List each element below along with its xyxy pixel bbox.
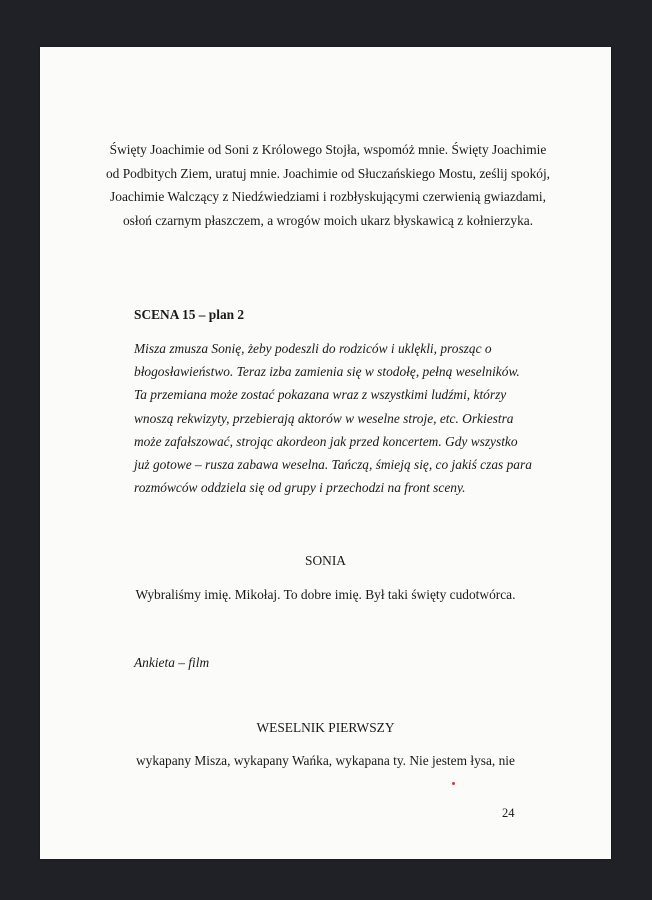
character-name-weselnik: WESELNIK PIERWSZY: [256, 720, 395, 735]
document-page: [40, 47, 611, 859]
page-number: 24: [502, 806, 515, 820]
prayer-paragraph: Święty Joachimie od Soni z Królowego Stojła, wspomóż mnie. Święty Joachimie od Podbitych Ziem, uratuj mnie. Joachimie od Słuczańskiego Mostu, ześlij spokój, Joachimie Walczący z Niedźwiedziami i rozbłyskującymi czerwienią gwiazdami, osłoń czarnym płaszczem, a wrogów moich ukarz błyskawicą z kołnierzyka.: [105, 142, 551, 228]
character-name-sonia: SONIA: [305, 553, 346, 568]
stage-direction: Misza zmusza Sonię, żeby podeszli do rodziców i uklękli, prosząc o błogosławieństwo. Teraz izba zamienia się w stodołę, pełną weselników. Ta przemiana może zostać pokazana wraz z wszystkimi ludźmi, którzy wnoszą rekwizyty, przebierają aktorów w weselne stroje, etc. Orkiestra może zafałszować, strojąc akordeon jak przed koncertem. Gdy wszystko już gotowe – rusza zabawa weselna. Tańczą, śmieją się, co jakiś czas para rozmówców oddziela się od grupy i przechodzi na front sceny.: [134, 341, 532, 496]
ink-dot: [452, 782, 455, 785]
dialogue-line-sonia: Wybraliśmy imię. Mikołaj. To dobre imię. Był taki święty cudotwórca.: [135, 587, 516, 602]
note-ankieta: Ankieta – film: [134, 655, 210, 670]
dialogue-line-weselnik: wykapany Misza, wykapany Wańka, wykapana ty. Nie jestem łysa, nie: [136, 753, 515, 768]
scene-heading: SCENA 15 – plan 2: [134, 307, 245, 322]
